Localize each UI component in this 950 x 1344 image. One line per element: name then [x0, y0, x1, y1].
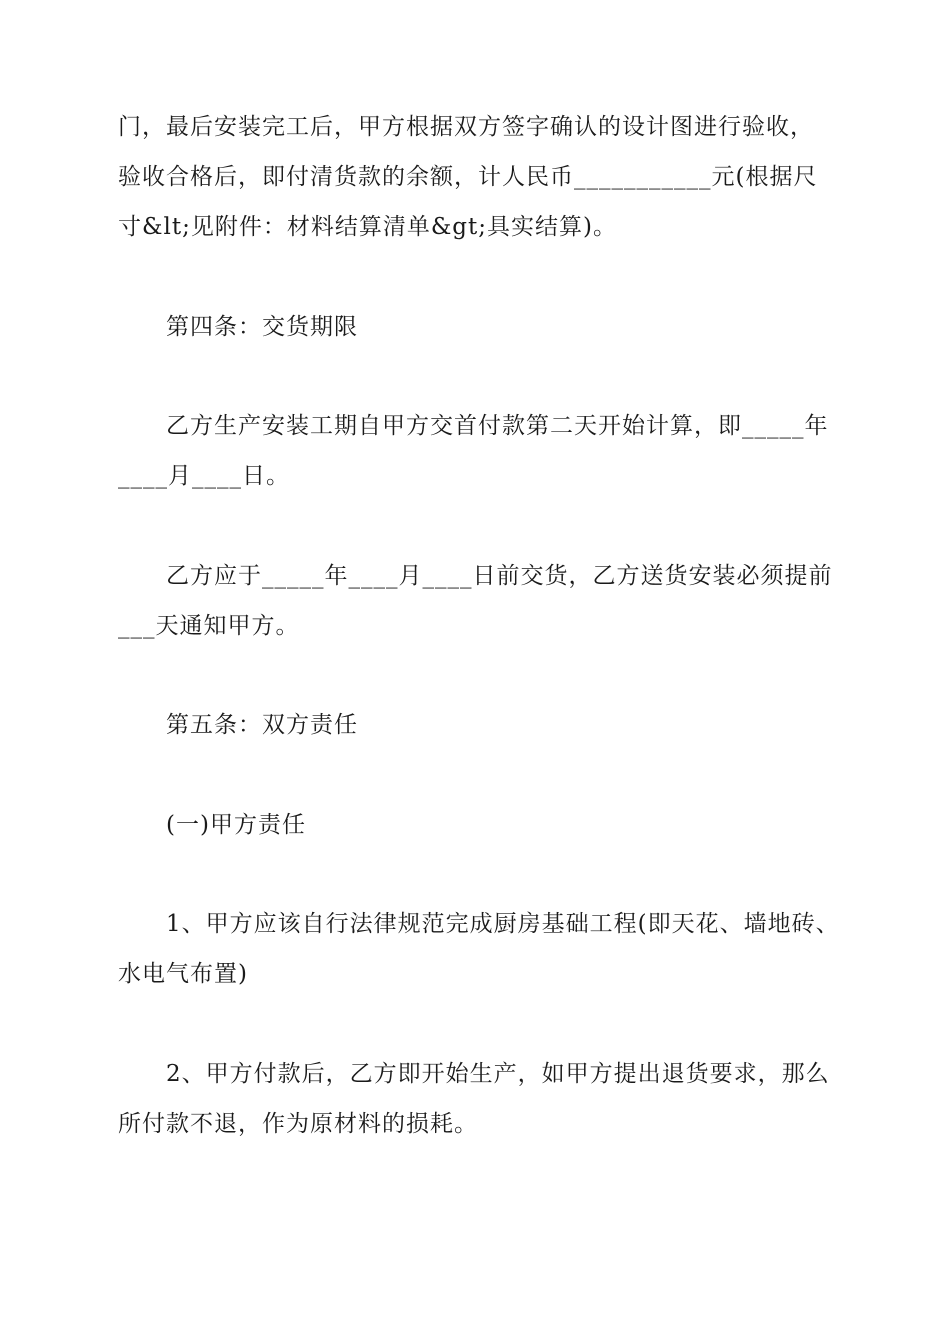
item-2-line-1: 2、甲方付款后，乙方即开始生产，如甲方提出退货要求，那么 [166, 1061, 830, 1087]
continuation-line-3: 寸&lt;见附件：材料结算清单&gt;具实结算)。 [118, 214, 617, 240]
party-a-responsibility-heading: (一)甲方责任 [166, 812, 306, 838]
article-5-heading: 第五条：双方责任 [166, 712, 358, 738]
continuation-line-2: 验收合格后，即付清货款的余额，计人民币___________元(根据尺 [118, 164, 818, 190]
article-4-paragraph-1-line-2: ____月____日。 [118, 463, 290, 489]
continuation-line-1: 门，最后安装完工后，甲方根据双方签字确认的设计图进行验收， [118, 114, 814, 140]
article-4-paragraph-1-line-1: 乙方生产安装工期自甲方交首付款第二天开始计算，即_____年 [166, 413, 829, 439]
article-4-paragraph-2-line-2: ___天通知甲方。 [118, 613, 300, 639]
item-2-line-2: 所付款不退，作为原材料的损耗。 [118, 1111, 478, 1137]
article-4-heading: 第四条：交货期限 [166, 314, 358, 340]
item-1-line-2: 水电气布置) [118, 961, 248, 987]
article-4-paragraph-2-line-1: 乙方应于_____年____月____日前交货，乙方送货安装必须提前 [166, 563, 833, 589]
item-1-line-1: 1、甲方应该自行法律规范完成厨房基础工程(即天花、墙地砖、 [166, 911, 840, 937]
